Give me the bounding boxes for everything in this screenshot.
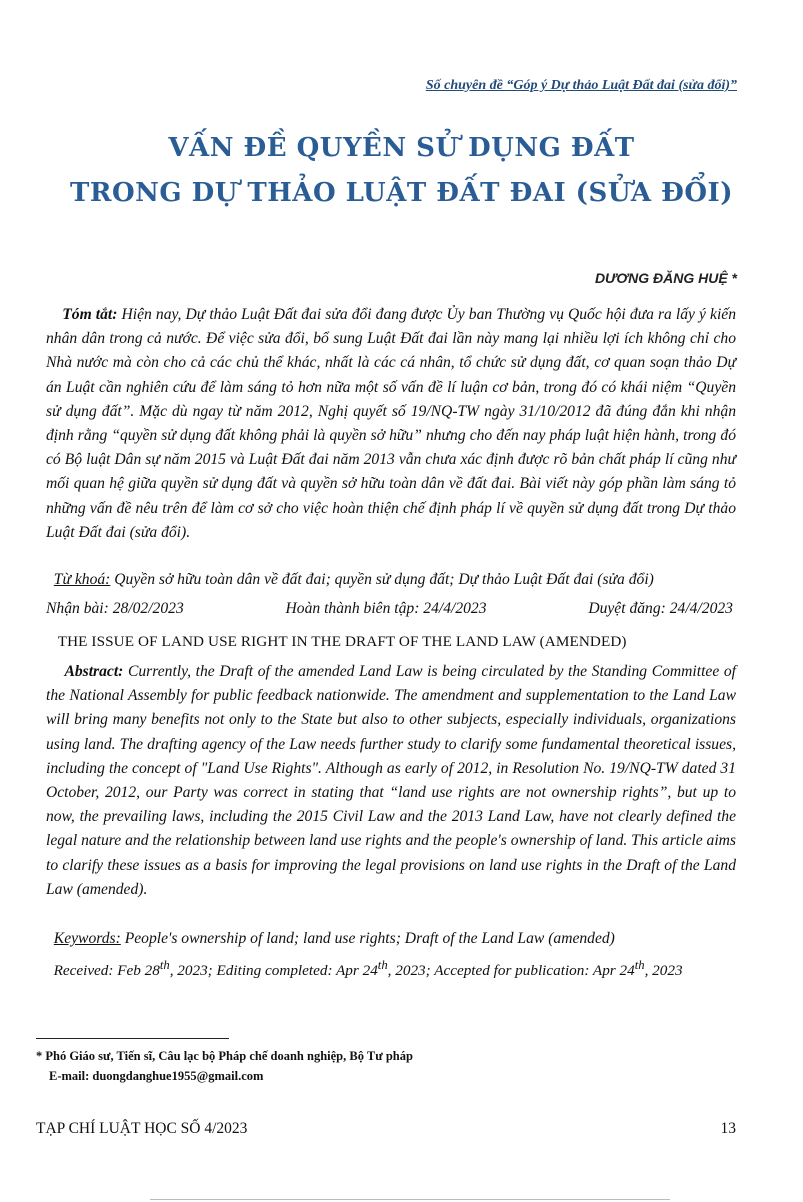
journal-name: TẠP CHÍ LUẬT HỌC SỐ 4/2023: [36, 1120, 248, 1137]
keywords-en-label: Keywords:: [53, 930, 121, 947]
received-text-2: , 2023; Editing completed: Apr 24: [169, 962, 378, 980]
article-dates-vn: [46, 600, 733, 618]
ordinal-suffix-2: th: [377, 958, 388, 972]
edited-date: Hoàn thành biên tập: 24/4/2023: [285, 600, 487, 617]
keywords-vn-text: Quyền sở hữu toàn dân về đất đai; quyền sử dụng đất; Dự thảo Luật Đất đai (sửa đổi): [110, 571, 654, 588]
english-title: [46, 633, 627, 651]
footnote-separator: [36, 1038, 229, 1039]
abstract-en-label: Abstract:: [64, 663, 124, 680]
english-title-text: THE ISSUE OF LAND USE RIGHT IN THE DRAFT OF THE LAND LAW (AMENDED): [57, 633, 627, 650]
received-date: Nhận bài: 28/02/2023: [46, 600, 184, 617]
keywords-en-text: People's ownership of land; land use rights; Draft of the Land Law (amended): [120, 930, 615, 947]
ordinal-suffix-3: th: [634, 958, 645, 972]
abstract-vn-text: Hiện nay, Dự thảo Luật Đất đai sửa đổi đang được Ủy ban Thường vụ Quốc hội đưa ra lấy ý kiến nhân dân trong cả nước. Để việc sửa đổi, bổ sung Luật Đất đai lần này mang lại nhiều lợi ích không chỉ cho Nhà nước mà còn cho cả các chủ thể khác, nhất là các cá nhân, tổ chức sử dụng đất, cơ quan soạn thảo Dự án Luật cần nghiên cứu để làm sáng tỏ hơn nữa một số vấn đề lí luận cơ bản, trong đó có khái niệm “Quyền sử dụng đất”. Mặc dù ngay từ năm 2012, Nghị quyết số 19/NQ-TW ngày 31/10/2012 đã đúng đắn khi nhận định rằng “quyền sử dụng đất không phải là quyền sở hữu” nhưng cho đến nay pháp luật hiện hành, trong đó có Bộ luật Dân sự năm 2015 và Luật Đất đai năm 2013 vẫn chưa xác định được rõ bản chất pháp lí cũng như mối quan hệ giữa quyền sử dụng đất và quyền sở hữu toàn dân về đất đai. Bài viết này góp phần làm sáng tỏ những vấn đề nêu trên để làm cơ sở cho việc hoàn thiện chế định pháp lí về quyền sử dụng đất trong Dự thảo Luật Đất đai (sửa đổi).: [46, 306, 737, 541]
author-footnote: [36, 1046, 413, 1086]
article-title-line-1: VẤN ĐỀ QUYỀN SỬ DỤNG ĐẤT: [168, 133, 635, 163]
footnote-affiliation: * Phó Giáo sư, Tiến sĩ, Câu lạc bộ Pháp chế doanh nghiệp, Bộ Tư pháp: [36, 1049, 413, 1063]
abstract-vn-label: Tóm tắt:: [62, 306, 118, 323]
article-title-line-2: TRONG DỰ THẢO LUẬT ĐẤT ĐAI (SỬA ĐỔI): [69, 178, 733, 208]
received-text-3: , 2023; Accepted for publication: Apr 24: [387, 962, 635, 980]
abstract-en-text: Currently, the Draft of the amended Land Law is being circulated by the Standing Committee of the National Assembly for public feedback nationwide. The amendment and supplementation to the Land Law will bring many benefits not only to the State but also to other subjects, especially individuals, organizations using land. The drafting agency of the Law needs further study to clarify some fundamental theoretical issues, including the concept of "Land Use Rights". Although as early of 2012, in Resolution No. 19/NQ-TW dated 31 October, 2012, our Party was correct in stating that “land use rights are not ownership rights”, but up to now, the prevailing laws, including the 2015 Civil Law and the 2013 Land Law, have not clearly defined the legal nature and the relationship between land use rights and the people's ownership of land. This article aims to clarify these issues as a basis for improving the legal provisions on land use rights in the Draft of the Land Law (amended).: [46, 663, 737, 898]
received-dates-english: [46, 958, 683, 980]
page-footer: [36, 1120, 736, 1138]
abstract-vietnamese: [46, 303, 736, 545]
ordinal-suffix-1: th: [159, 958, 170, 972]
keywords-vietnamese: [46, 571, 654, 589]
keywords-vn-label: Từ khoá:: [53, 571, 111, 588]
page-number: 13: [720, 1120, 736, 1137]
keywords-english: [46, 930, 615, 948]
received-text-1: Received: Feb 28: [53, 962, 160, 980]
bottom-edge-line: [150, 1199, 670, 1200]
footnote-email: E-mail: duongdanghue1955@gmail.com: [49, 1069, 264, 1083]
author-name: DƯƠNG ĐĂNG HUỆ *: [594, 270, 737, 286]
special-issue-header: Số chuyên đề “Góp ý Dự thảo Luật Đất đai (sửa đổi)”: [425, 78, 737, 93]
accepted-date: Duyệt đăng: 24/4/2023: [588, 600, 733, 617]
received-text-4: , 2023: [644, 962, 683, 980]
abstract-english: [46, 660, 736, 902]
